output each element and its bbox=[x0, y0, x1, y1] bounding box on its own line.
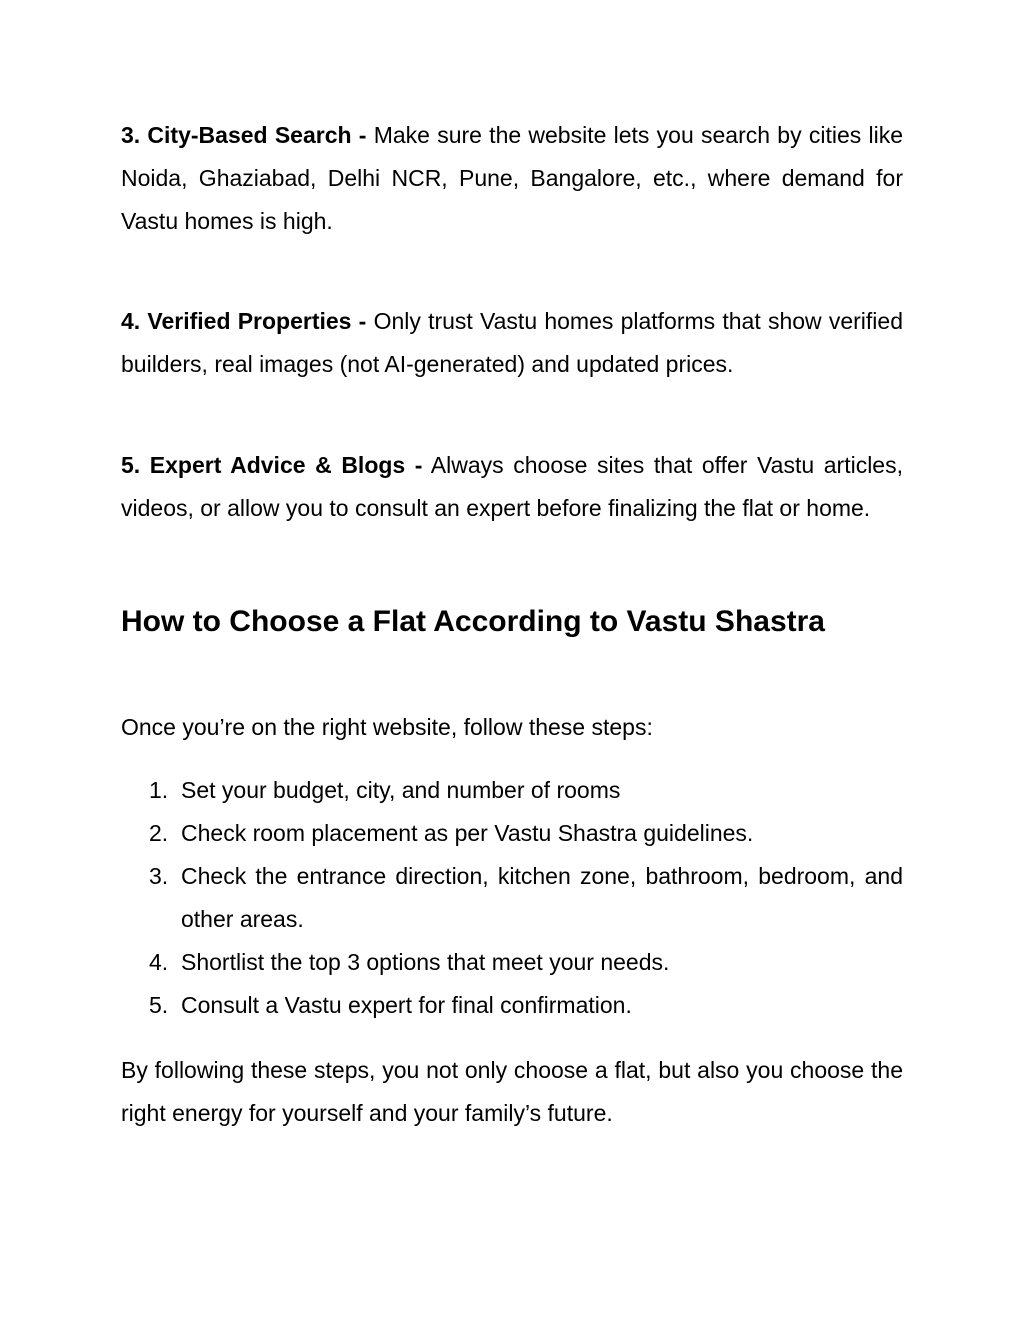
section-heading: How to Choose a Flat According to Vastu Shastra bbox=[121, 605, 825, 638]
item-text: Only trust Vastu homes platforms that show verified builders, real images (not AI-generated) and updated prices. bbox=[121, 308, 903, 377]
item-text: Make sure the website lets you search by cities like Noida, Ghaziabad, Delhi NCR, Pune, Bangalore, etc., where demand for Vastu homes is high. bbox=[121, 122, 903, 234]
item-city-based-search bbox=[121, 114, 903, 243]
section-intro: Once you’re on the right website, follow these steps: bbox=[121, 714, 653, 740]
item-label: 4. Verified Properties - bbox=[121, 308, 367, 334]
step-number: 5. bbox=[149, 992, 169, 1018]
item-expert-advice-blogs bbox=[121, 444, 903, 530]
list-item bbox=[121, 769, 903, 812]
step-number: 1. bbox=[149, 777, 169, 803]
item-text: Always choose sites that offer Vastu articles, videos, or allow you to consult an expert before finalizing the flat or home. bbox=[121, 452, 903, 521]
list-item bbox=[121, 984, 903, 1027]
section-conclusion: By following these steps, you not only choose a flat, but also you choose the right energy for yourself and your family’s future. bbox=[121, 1057, 903, 1126]
list-item bbox=[121, 855, 903, 941]
list-item bbox=[121, 941, 903, 984]
list-item bbox=[121, 812, 903, 855]
step-number: 3. bbox=[149, 863, 169, 889]
item-label: 5. Expert Advice & Blogs - bbox=[121, 452, 423, 478]
step-text: Check room placement as per Vastu Shastra guidelines. bbox=[181, 820, 754, 846]
steps-list bbox=[121, 769, 903, 1027]
step-text: Shortlist the top 3 options that meet your needs. bbox=[181, 949, 670, 975]
step-number: 4. bbox=[149, 949, 169, 975]
item-label: 3. City-Based Search - bbox=[121, 122, 367, 148]
step-number: 2. bbox=[149, 820, 169, 846]
item-verified-properties bbox=[121, 300, 903, 386]
step-text: Consult a Vastu expert for final confirmation. bbox=[181, 992, 632, 1018]
step-text: Set your budget, city, and number of rooms bbox=[181, 777, 621, 803]
step-text: Check the entrance direction, kitchen zone, bathroom, bedroom, and other areas. bbox=[181, 863, 903, 932]
